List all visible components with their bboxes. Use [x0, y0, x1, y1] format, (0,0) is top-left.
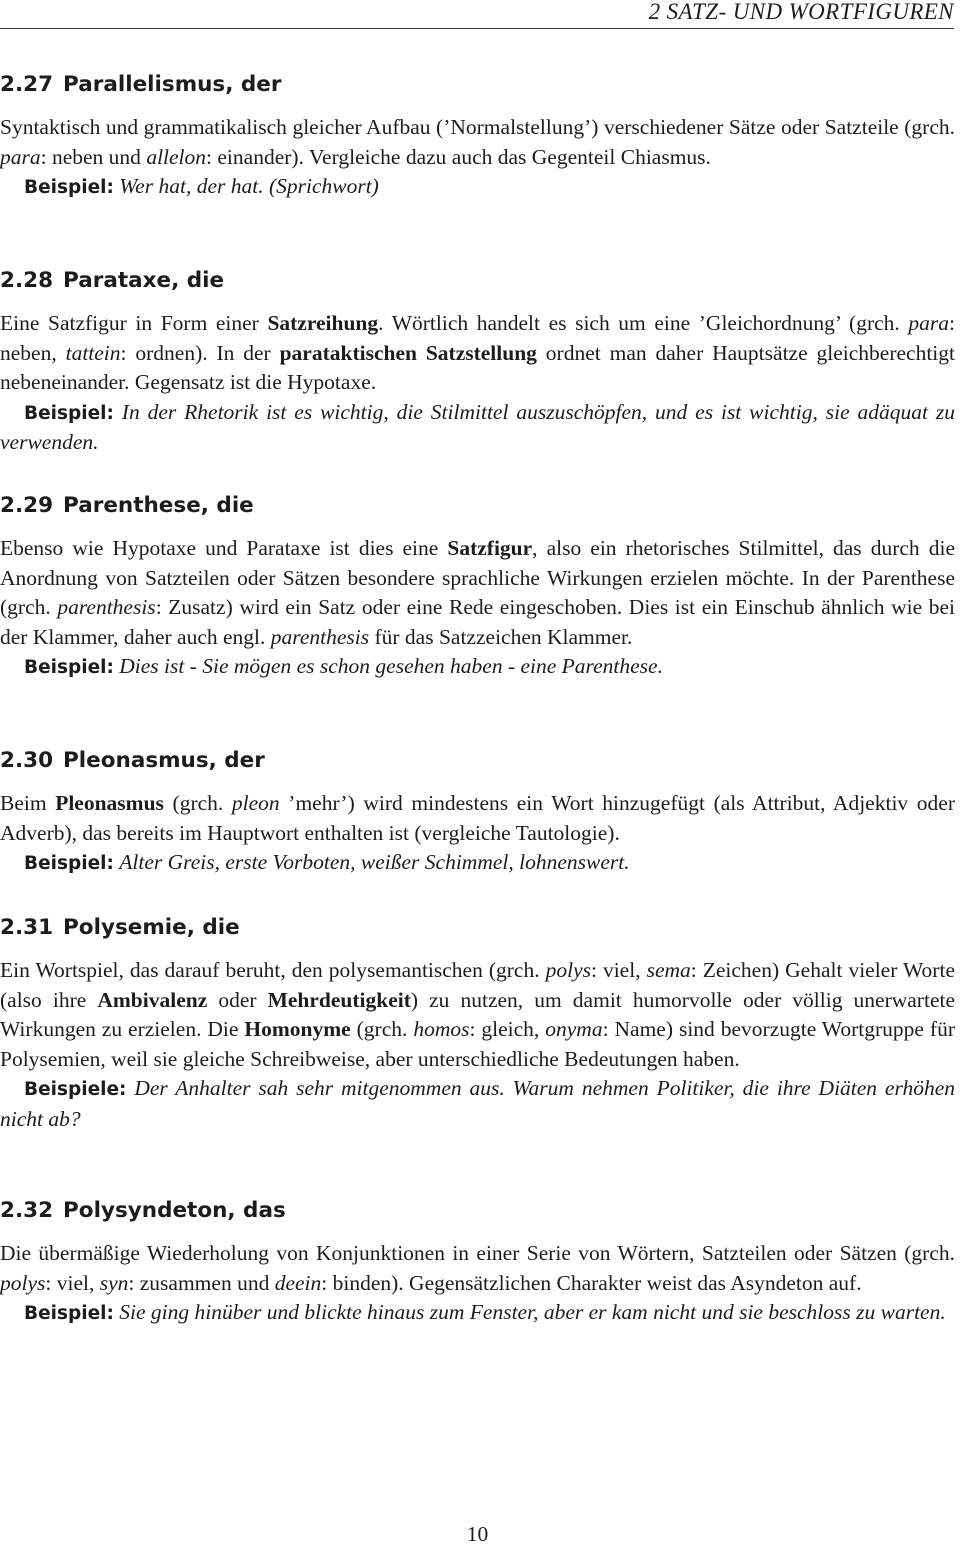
section-2-32 — [0, 1196, 955, 1329]
section-number: 2.31 — [0, 915, 54, 940]
section-body — [0, 1239, 955, 1298]
term-italic: polys — [0, 1270, 46, 1295]
body-text: (grch. — [163, 791, 232, 815]
section-2-27 — [0, 70, 955, 203]
body-text: Ein Wortspiel, das darauf beruht, den polysemantischen (grch. — [0, 958, 546, 982]
example-text: In der Rhetorik ist es wichtig, die Stilmittel auszuschöpfen, und es ist wichtig, sie adäquat zu verwenden. — [0, 399, 956, 454]
body-text: : ordnen). In der — [120, 340, 280, 365]
body-text: : zusammen und — [128, 1270, 275, 1295]
section-title: Polysemie, die — [63, 915, 240, 940]
body-text: : viel, — [45, 1270, 100, 1295]
body-text: (grch. — [350, 1017, 414, 1041]
page-number: 10 — [466, 1522, 489, 1546]
body-text: Eine Satzfigur in Form einer — [0, 311, 268, 335]
section-body — [0, 309, 955, 398]
body-text: : Zeichen) Gehalt vieler Worte (also ihre — [0, 958, 955, 1012]
body-text: : gleich, — [469, 1017, 546, 1041]
example-paragraph — [0, 1074, 955, 1134]
section-body — [0, 113, 955, 172]
section-body — [0, 956, 955, 1074]
term-italic: deein — [274, 1270, 322, 1295]
body-text: ordnet man daher Hauptsätze gleichberechtigt nebeneinander. Gegensatz ist die Hypotaxe. — [0, 340, 955, 394]
term-italic: para — [0, 144, 41, 169]
term-italic: parenthesis — [57, 595, 156, 619]
section-body — [0, 534, 955, 652]
example-label: Beispiel: — [24, 853, 114, 874]
body-text: ’mehr’) wird mindestens ein Wort hinzugefügt (als Attribut, Adjektiv oder Adverb), das bereits im Hauptwort enthalten ist (vergleiche Tautologie). — [0, 791, 955, 845]
term-italic: parenthesis — [270, 624, 370, 649]
section-heading — [0, 70, 955, 100]
section-2-31 — [0, 913, 955, 1134]
example-label: Beispiel: — [24, 177, 114, 198]
section-2-30 — [0, 746, 955, 879]
section-body — [0, 789, 955, 848]
section-heading — [0, 491, 955, 521]
term-bold: Homonyme — [244, 1017, 351, 1041]
section-heading — [0, 1196, 955, 1226]
body-text: , also ein rhetorisches Stilmittel, das durch die Anordnung von Satzteilen oder Sätzen besondere sprachliche Wirkungen erzielen möchte. In der Parenthese (grch. — [0, 536, 955, 619]
examples-label: Beispiele: — [24, 1079, 127, 1100]
term-bold: Satzreihung — [267, 311, 379, 335]
body-text: . Wörtlich handelt es sich um eine ’Gleichordnung’ (grch. — [378, 311, 909, 335]
section-number: 2.32 — [0, 1198, 54, 1223]
term-italic: allelon — [146, 144, 207, 169]
body-text: Ebenso wie Hypotaxe und Parataxe ist dies eine — [0, 536, 448, 560]
running-head — [0, 0, 954, 29]
example-text: Alter Greis, erste Vorboten, weißer Schimmel, lohnenswert. — [119, 850, 630, 874]
section-title: Parenthese, die — [63, 493, 254, 518]
body-text: : Zusatz) wird ein Satz oder eine Rede eingeschoben. Dies ist ein Einschub ähnlich wie bei der Klammer, daher auch engl. — [0, 595, 955, 649]
body-text: für das Satzzeichen Klammer. — [369, 624, 633, 649]
example-label: Beispiel: — [24, 402, 114, 424]
body-text: oder — [207, 987, 268, 1012]
term-bold: parataktischen Satzstellung — [279, 340, 537, 365]
example-text: Sie ging hinüber und blickte hinaus zum Fenster, aber er kam nicht und sie beschloss zu warten. — [119, 1300, 946, 1324]
body-text: Beim — [0, 791, 56, 815]
section-2-29 — [0, 491, 955, 683]
section-title: Pleonasmus, der — [63, 748, 265, 773]
body-text: : Name) sind bevorzugte Wortgruppe für Polysemien, weil sie gleiche Schreibweise, aber unterschiedliche Bedeutungen haben. — [0, 1017, 955, 1071]
section-title: Polysyndeton, das — [63, 1198, 286, 1223]
term-italic: sema — [646, 958, 691, 982]
term-italic: homos — [413, 1017, 470, 1041]
term-bold: Satzfigur — [447, 536, 533, 560]
term-italic: tattein — [65, 340, 121, 365]
term-bold: Ambivalenz — [97, 987, 208, 1012]
section-title: Parataxe, die — [63, 268, 225, 293]
example-paragraph — [0, 848, 955, 879]
body-text: : einander). Vergleiche dazu auch das Gegenteil Chiasmus. — [206, 144, 711, 169]
example-text: Wer hat, der hat. (Sprichwort) — [119, 174, 379, 198]
body-text: : neben und — [40, 144, 147, 169]
example-text: Dies ist - Sie mögen es schon gesehen haben - eine Parenthese. — [119, 654, 663, 678]
body-text: : viel, — [590, 958, 647, 982]
term-italic: pleon — [231, 791, 280, 815]
term-bold: Mehrdeutigkeit — [267, 987, 411, 1012]
section-heading — [0, 746, 955, 776]
body-text: : binden). Gegensätzlichen Charakter weist das Asyndeton auf. — [321, 1270, 862, 1295]
section-heading — [0, 913, 955, 943]
section-heading — [0, 266, 955, 296]
term-bold: Pleonasmus — [55, 791, 164, 815]
section-number: 2.30 — [0, 748, 54, 773]
body-text: ) zu nutzen, um damit humorvolle oder völlig unerwartete Wirkungen zu erzielen. Die — [0, 987, 955, 1041]
body-text: Syntaktisch und grammatikalisch gleicher Aufbau (’Normalstellung’) verschiedener Sätze oder Satzteile (grch. — [0, 115, 955, 139]
example-paragraph — [0, 1298, 955, 1329]
term-italic: para — [908, 311, 949, 335]
example-label: Beispiel: — [24, 657, 114, 678]
section-number: 2.29 — [0, 493, 54, 518]
body-text: Die übermäßige Wiederholung von Konjunktionen in einer Serie von Wörtern, Satzteilen oder Sätzen (grch. — [0, 1241, 955, 1265]
example-paragraph — [0, 172, 955, 203]
term-italic: onyma — [545, 1017, 603, 1041]
running-head-text: 2 SATZ- UND WORTFIGUREN — [648, 0, 954, 24]
body-text: : neben, — [0, 311, 955, 365]
section-number: 2.27 — [0, 72, 54, 97]
section-2-28 — [0, 266, 955, 458]
example-label: Beispiel: — [24, 1303, 114, 1324]
term-italic: syn — [99, 1270, 129, 1295]
example-paragraph — [0, 652, 955, 683]
section-title: Parallelismus, der — [63, 72, 282, 97]
section-number: 2.28 — [0, 268, 54, 293]
example-paragraph — [0, 398, 955, 458]
example-text: Der Anhalter sah sehr mitgenommen aus. Warum nehmen Politiker, die ihre Diäten erhöhen nicht ab? — [0, 1076, 955, 1131]
term-italic: polys — [545, 958, 591, 982]
